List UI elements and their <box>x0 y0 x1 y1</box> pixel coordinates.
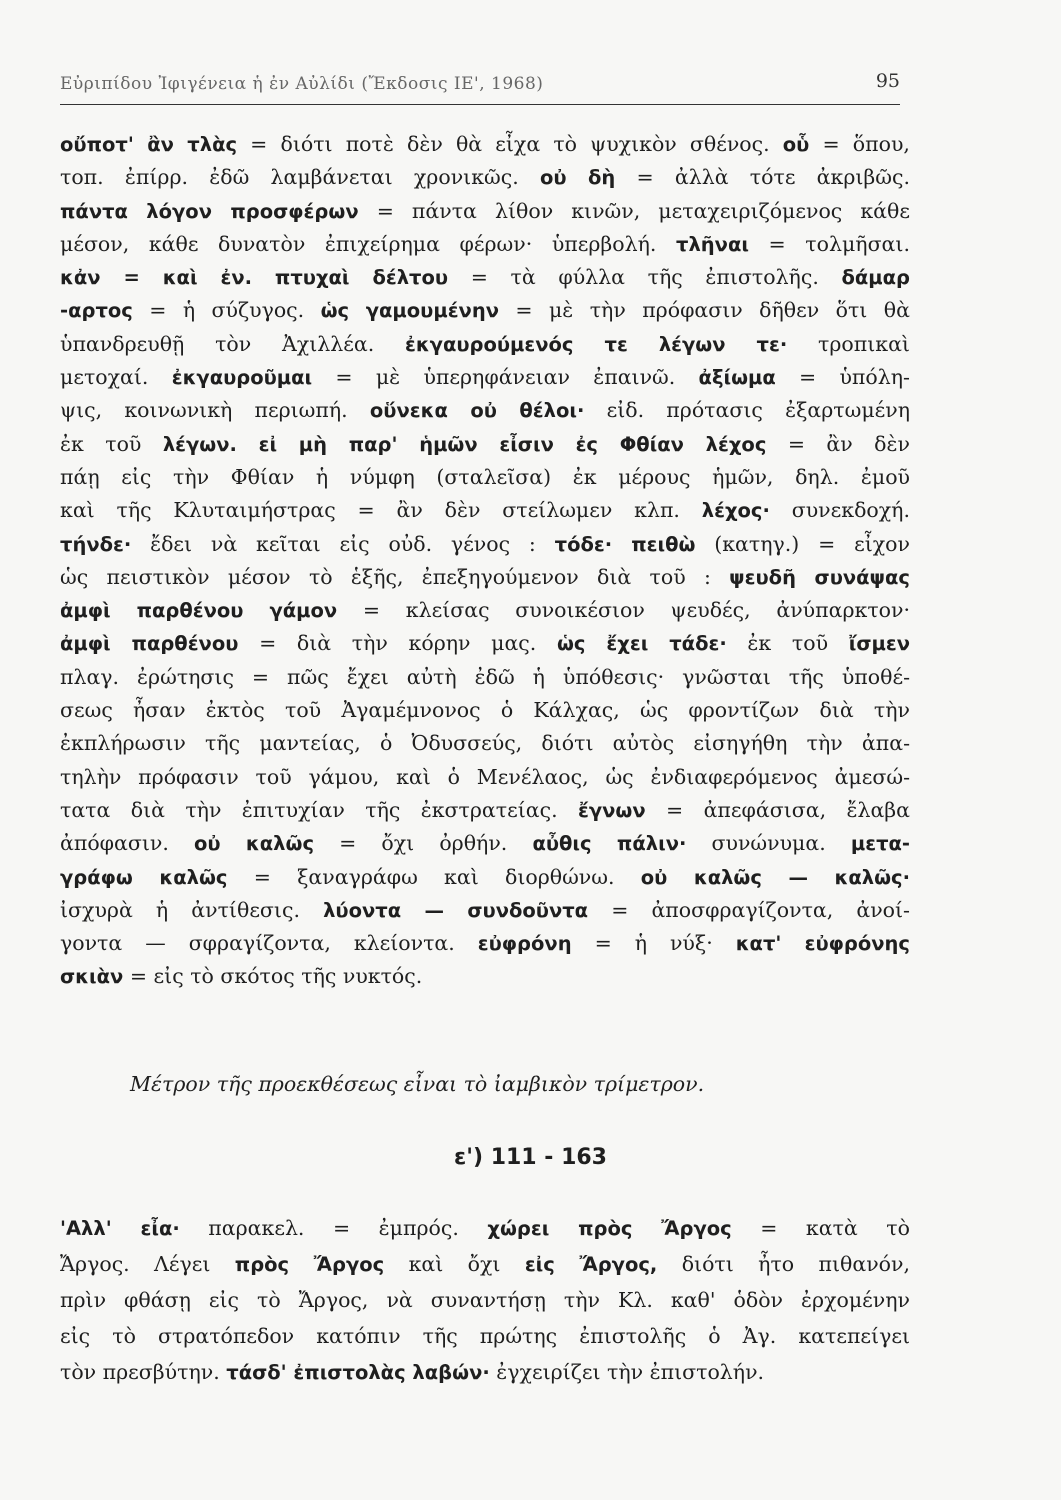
gloss: = τὰ φύλλα τῆς ἐπιστολῆς. <box>470 265 819 290</box>
text-line <box>60 1282 910 1318</box>
gloss: = κατὰ τὸ <box>760 1216 910 1240</box>
gloss: ἐκπλήρωσιν τῆς μαντείας, ὁ Ὀδυσσεύς, διότι αὐτὸς εἰσηγήθη τὴν ἀπα- <box>60 731 910 756</box>
lemma: ἐκγαυροῦμαι <box>171 366 313 390</box>
lemma: δάμαρ <box>841 266 910 290</box>
gloss: διότι ἦτο πιθανόν, <box>681 1252 910 1276</box>
text-line <box>60 128 910 161</box>
section-heading: ε') 111 - 163 <box>454 1145 607 1170</box>
text-line <box>60 927 910 960</box>
gloss: εἰδ. πρότασις ἐξαρτωμένη <box>606 398 911 423</box>
text-line <box>60 627 910 660</box>
text-line <box>60 1246 910 1282</box>
text-line <box>60 394 910 427</box>
gloss: = μὲ ὑπερηφάνειαν ἐπαινῶ. <box>335 365 676 390</box>
gloss: = ἀποσφραγίζοντα, ἀνοί- <box>611 897 910 922</box>
lemma: ἀξίωμα <box>698 366 776 390</box>
text-line <box>60 694 910 727</box>
lemma: τλῆναι <box>676 232 749 256</box>
gloss: καὶ τῆς Κλυταιμήστρας = ἂν δὲν στείλωμεν κλπ. <box>60 498 680 523</box>
lemma: τήνδε· <box>60 532 132 556</box>
gloss: = εἰς τὸ σκότος τῆς νυκτός. <box>129 964 423 989</box>
gloss: ἀπόφασιν. <box>60 831 169 856</box>
lemma: εἰς Ἄργος, <box>524 1253 658 1276</box>
text-line <box>60 827 910 860</box>
gloss: ἐκ τοῦ <box>747 631 829 656</box>
gloss: = ἂν δὲν <box>787 431 910 456</box>
gloss: = πάντα λίθον κινῶν, μεταχειριζόμενος κάθε <box>376 198 910 223</box>
lemma: ἴσμεν <box>848 632 910 656</box>
gloss: συνεκδοχή. <box>791 498 910 523</box>
gloss: = ἀπεφάσισα, ἔλαβα <box>666 797 910 822</box>
lemma: ἔγνων <box>577 798 646 822</box>
text-line <box>60 361 910 394</box>
lemma: λέχος· <box>701 499 770 523</box>
gloss: συνώνυμα. <box>711 831 826 856</box>
text-line <box>60 727 910 760</box>
text-line <box>60 861 910 894</box>
lemma: εὐφρόνη <box>477 932 572 956</box>
gloss: τροπικαὶ <box>818 331 910 356</box>
lemma: ἀμφὶ παρθένου <box>60 632 239 656</box>
lemma: οὐ καλῶς <box>193 832 315 856</box>
gloss: ἐκ τοῦ <box>60 431 142 456</box>
lemma: οὐ δὴ <box>539 166 616 190</box>
text-line <box>60 461 910 494</box>
lemma: πρὸς Ἄργος <box>234 1253 385 1276</box>
lemma: λύοντα — συνδοῦντα <box>323 898 589 922</box>
gloss: = ἡ νύξ· <box>594 931 713 956</box>
gloss: = ξαναγράφω καὶ διορθώνω. <box>253 864 615 889</box>
lemma: οὕνεκα οὐ θέλοι· <box>369 399 585 423</box>
gloss: σεως ἦσαν ἐκτὸς τοῦ Ἀγαμέμνονος ὁ Κάλχας, ὡς φροντίζων διὰ τὴν <box>60 698 910 723</box>
text-line <box>60 1354 910 1390</box>
text-line <box>60 195 910 228</box>
text-line <box>60 228 910 261</box>
lemma: ἐκγαυρούμενός τε λέγων τε· <box>404 332 788 356</box>
lemma: οὗ <box>782 133 810 156</box>
lemma: κἀν = καὶ ἐν. πτυχαὶ δέλτου <box>60 266 449 290</box>
lemma: πάντα λόγον προσφέρων <box>60 199 359 223</box>
text-line <box>60 294 910 327</box>
gloss: = κλείσας συνοικέσιον ψευδές, ἀνύπαρκτον· <box>362 598 910 623</box>
gloss: πλαγ. ἐρώτησις = πῶς ἔχει αὐτὴ ἐδῶ ἡ ὑπόθεσις· γνῶσται τῆς ὑποθέ- <box>60 664 910 689</box>
gloss: πάῃ εἰς τὴν Φθίαν ἡ νύμφη (σταλεῖσα) ἐκ μέρους ἡμῶν, δηλ. ἐμοῦ <box>60 464 910 489</box>
lemma: σκιὰν <box>60 965 124 989</box>
gloss: ἐγχειρίζει τὴν ἐπιστολήν. <box>496 1360 765 1384</box>
lemma: 'Αλλ' εἶα· <box>60 1217 180 1240</box>
page-header <box>60 70 900 105</box>
gloss: = διὰ τὴν κόρην μας. <box>259 631 537 656</box>
lemma: λέγων. εἰ μὴ παρ' ἡμῶν εἶσιν ἐς Φθίαν λέχος <box>162 432 767 456</box>
gloss: = ὄχι ὀρθήν. <box>339 831 508 856</box>
text-line <box>60 761 910 794</box>
running-head: Εὐριπίδου Ἰφιγένεια ἡ ἐν Αὐλίδι (Ἔκδοσις ΙΕ', 1968) <box>60 74 544 94</box>
lemma: κατ' εὐφρόνης <box>735 932 910 956</box>
lemma: αὖθις πάλιν· <box>532 832 687 856</box>
gloss: πρὶν φθάσῃ εἰς τὸ Ἄργος, νὰ συναντήσῃ τὴν Κλ. καθ' ὁδὸν ἐρχομένην <box>60 1288 910 1312</box>
text-line <box>60 161 910 194</box>
lemma: ψευδῆ συνάψας <box>729 565 910 589</box>
gloss: μέσον, κάθε δυνατὸν ἐπιχείρημα φέρων· ὑπερβολή. <box>60 231 657 256</box>
gloss: παρακελ. = ἐμπρός. <box>208 1216 459 1240</box>
commentary-text-section <box>60 1210 910 1390</box>
gloss: (κατηγ.) = εἶχον <box>714 531 910 556</box>
gloss: ὑπανδρευθῇ τὸν Ἀχιλλέα. <box>60 331 375 356</box>
lemma: τόδε· πειθὼ <box>554 532 696 556</box>
text-line <box>60 561 910 594</box>
text-line <box>60 261 910 294</box>
gloss: τηλὴν πρόφασιν τοῦ γάμου, καὶ ὁ Μενέλαος, ὡς ἐνδιαφερόμενος ἀμεσώ- <box>60 764 910 789</box>
text-line <box>60 594 910 627</box>
text-line <box>60 1210 910 1246</box>
gloss: = ἡ σύζυγος. <box>149 298 305 323</box>
gloss: ὡς πειστικὸν μέσον τὸ ἑξῆς, ἐπεξηγούμενον διὰ τοῦ : <box>60 564 711 589</box>
lemma: οὐ καλῶς — καλῶς· <box>640 865 910 889</box>
gloss: = τολμῆσαι. <box>768 231 910 256</box>
text-line <box>60 661 910 694</box>
gloss: = διότι ποτὲ δὲν θὰ εἶχα τὸ ψυχικὸν σθένος. <box>250 132 770 156</box>
gloss: εἰς τὸ στρατόπεδον κατόπιν τῆς πρώτης ἐπιστολῆς ὁ Ἀγ. κατεπείγει <box>60 1324 910 1348</box>
lemma: ὡς ἔχει τάδε· <box>556 632 727 656</box>
gloss: ψις, κοινωνικὴ περιωπή. <box>60 398 348 423</box>
text-line <box>60 794 910 827</box>
gloss: γοντα — σφραγίζοντα, κλείοντα. <box>60 931 455 956</box>
gloss: μετοχαί. <box>60 365 149 390</box>
text-line <box>60 428 910 461</box>
text-line <box>60 494 910 527</box>
text-line <box>60 528 910 561</box>
gloss: τοπ. ἐπίρρ. ἐδῶ λαμβάνεται χρονικῶς. <box>60 165 519 190</box>
lemma: χώρει πρὸς Ἄργος <box>487 1217 732 1240</box>
text-line <box>60 960 910 993</box>
lemma: τάσδ' ἐπιστολὰς λαβών· <box>226 1361 490 1384</box>
lemma: -αρτος <box>60 299 133 323</box>
gloss: Ἄργος. Λέγει <box>60 1252 211 1276</box>
lemma: γράφω καλῶς <box>60 865 228 889</box>
gloss: = ἀλλὰ τότε ἀκριβῶς. <box>636 165 910 190</box>
lemma: μετα- <box>850 832 910 856</box>
text-line <box>60 1318 910 1354</box>
gloss: τὸν πρεσβύτην. <box>60 1360 220 1384</box>
meter-note: Μέτρον τῆς προεκθέσεως εἶναι τὸ ἰαμβικὸν τρίμετρον. <box>130 1072 705 1096</box>
gloss: καὶ ὄχι <box>408 1252 501 1276</box>
commentary-text <box>60 128 910 994</box>
lemma: ὡς γαμουμένην <box>320 299 499 323</box>
text-line <box>60 894 910 927</box>
text-line <box>60 328 910 361</box>
lemma: ἀμφὶ παρθένου γάμον <box>60 599 338 623</box>
gloss: ἰσχυρὰ ἡ ἀντίθεσις. <box>60 897 300 922</box>
gloss: = μὲ τὴν πρόφασιν δῆθεν ὅτι θὰ <box>515 298 910 323</box>
page-number: 95 <box>875 70 900 92</box>
lemma: οὔποτ' ἂν τλὰς <box>60 133 238 156</box>
gloss: = ὅπου, <box>822 132 910 156</box>
gloss: = ὑπόλη- <box>799 365 910 390</box>
gloss: ἔδει νὰ κεῖται εἰς οὐδ. γένος : <box>150 531 536 556</box>
gloss: τατα διὰ τὴν ἐπιτυχίαν τῆς ἐκστρατείας. <box>60 797 558 822</box>
